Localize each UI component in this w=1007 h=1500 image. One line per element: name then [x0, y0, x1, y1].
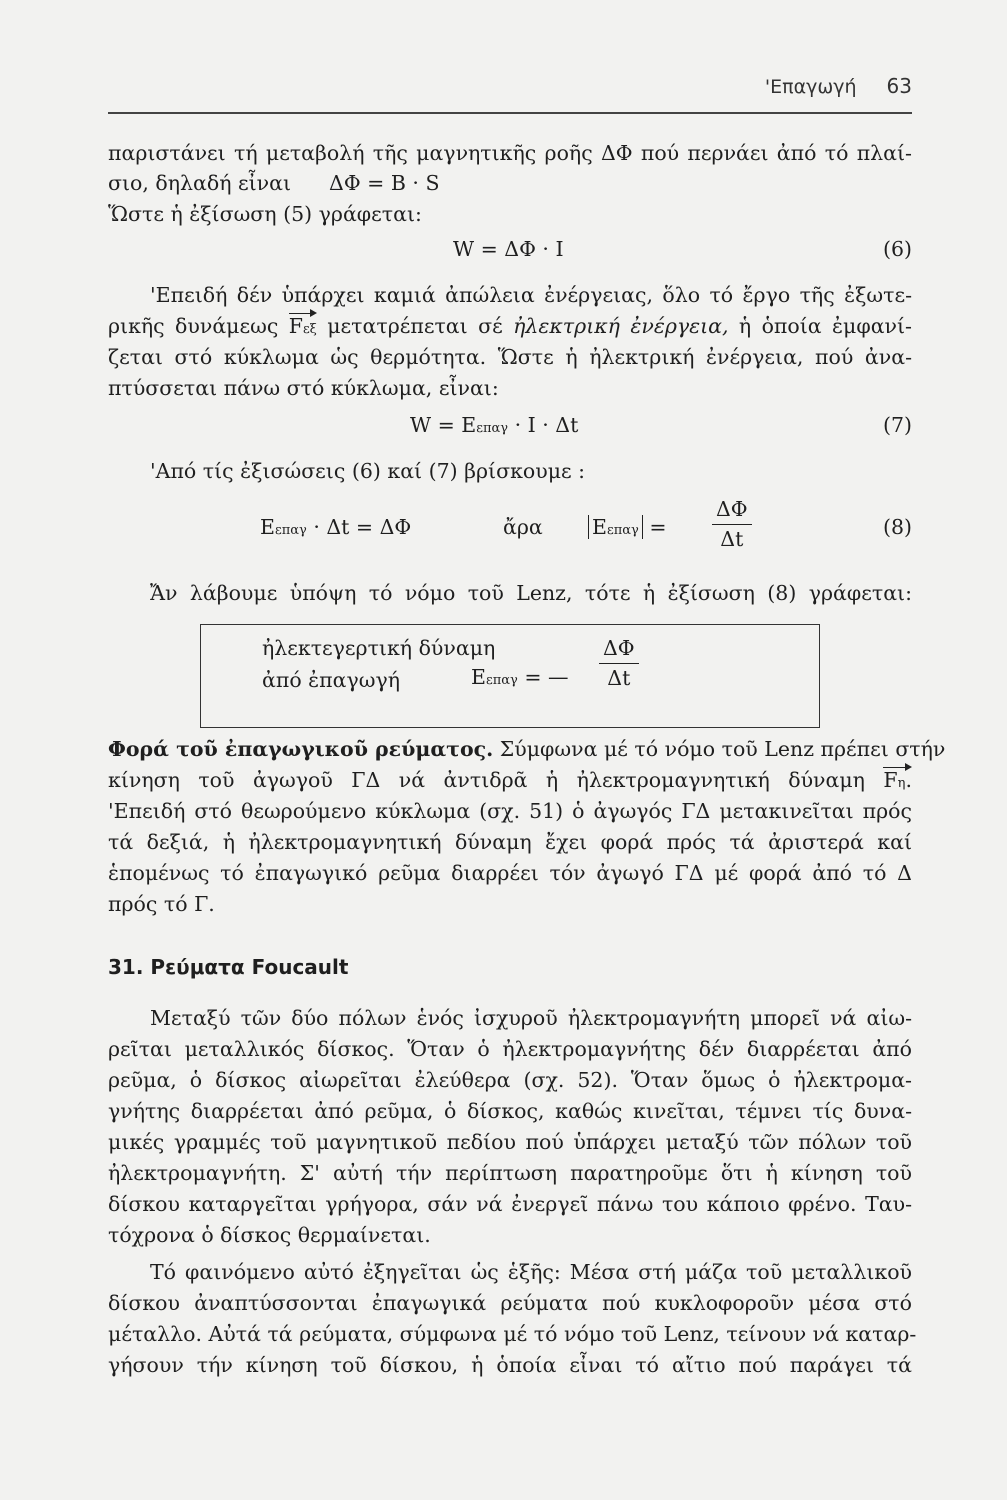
equation-number: (6) [882, 237, 912, 261]
text-line: ζεται στό κύκλωμα ὡς θερμότητα. Ὥστε ἡ ἠλεκτρική ἐνέργεια, πού ἀνα- [108, 345, 912, 369]
box-label: ἀπό ἐπαγωγή [262, 668, 400, 692]
text-line: τά δεξιά, ἡ ἠλεκτρομαγνητική δύναμη ἔχει φορά πρός τά ἀριστερά καί [108, 830, 912, 854]
text-line: Ἄν λάβουμε ὑπόψη τό νόμο τοῦ Lenz, τότε ἡ ἐξίσωση (8) γράφεται: [150, 581, 912, 605]
page-number: 63 [886, 74, 912, 98]
text-line: ρεῖται μεταλλικός δίσκος. Ὅταν ὁ ἠλεκτρομαγνήτης δέν διαρρέεται ἀπό [108, 1037, 912, 1061]
text-line: 'Επειδή στό θεωρούμενο κύκλωμα (σχ. 51) ὁ ἀγωγός ΓΔ μετακινεῖται πρός [108, 799, 912, 823]
fraction: $\frac{\Delta\Phi}{\Delta t}$ [712, 496, 752, 553]
text-line: μικές γραμμές τοῦ μαγνητικοῦ πεδίου πού ὑπάρχει μεταξύ τῶν πόλων τοῦ [108, 1130, 912, 1154]
text-line: γνήτης διαρρέεται ἀπό ρεῦμα, ὁ δίσκος, καθώς κινεῖται, τέμνει τίς δυνα- [108, 1099, 912, 1123]
book-page: 'Επαγωγή 63 παριστάνει τή μεταβολή τῆς μαγνητικῆς ροῆς ΔΦ πού περνάει ἀπό τό πλαί- σιο, δηλαδή εἶναι ΔΦ = B · S Ὥστε ἡ ἐξίσωση (5) γράφεται: W = ΔΦ · I (6) 'Επειδή δέν ὑπάρχει καμιά ἀπώλεια ἐνέργειας, ὅλο τό ἔργο τῆς ἐξωτε- ρικῆς δυνάμεως Fεξ μετατρέπεται σέ ἠλεκτρική ἐνέργεια, ἡ ὁποία ἐμφανί- ζεται στό κύκλωμα ὡς θερμότητα. Ὥστε ἡ ἠλεκτρική ἐνέργεια, πού ἀνα- πτύσσεται πάνω στό κύκλωμα, εἶναι: W = Eεπαγ · I · Δt (7) 'Από τίς ἐξισώσεις (6) καί (7) βρίσκουμε : Eεπαγ · Δt = ΔΦ ἄρα Eεπαγ = $\frac{\Delta\Phi}{\Delta t}$ (8) Ἄν λάβουμε ὑπόψη τό νόμο τοῦ Lenz, τότε ἡ ἐξίσωση (8) γράφεται: ἠλεκτεγερτική δύναμη ἀπό ἐπαγωγή Eεπαγ = — $\frac{\Delta\Phi}{\Delta t}$ Φορά τοῦ ἐπαγωγικοῦ ρεύματος. Σύμφωνα μέ τό νόμο τοῦ Lenz πρέπει στήν κίνηση τοῦ ἀγωγοῦ ΓΔ νά ἀντιδρᾶ ἡ ἠλεκτρομαγνητική δύναμη Fη. 'Επειδή στό θεωρούμενο κύκλωμα (σχ. 51) ὁ ἀγωγός ΓΔ μετακινεῖται πρός τά δεξιά, ἡ ἠλεκτρομαγνητική δύναμη ἔχει φορά πρός τά ἀριστερά καί ἑπομένως τό ἐπαγωγικό ρεῦμα διαρρέει τόν ἀγωγό ΓΔ μέ φορά ἀπό τό Δ πρός τό Γ. 31. Ρεύματα Foucault Μεταξύ τῶν δύο πόλων ἑνός ἰσχυροῦ ἠλεκτρομαγνήτη μπορεῖ νά αἰω- ρεῖται μεταλλικός δίσκος. Ὅταν ὁ ἠλεκτρομαγνήτης δέν διαρρέεται ἀπό ρεῦμα, ὁ δίσκος αἰωρεῖται ἐλεύθερα (σχ. 52). Ὅταν ὅμως ὁ ἠλεκτρομα- γνήτης διαρρέεται ἀπό ρεῦμα, ὁ δίσκος, καθώς κινεῖται, τέμνει τίς δυνα- μικές γραμμές τοῦ μαγνητικοῦ πεδίου πού ὑπάρχει μεταξύ τῶν πόλων τοῦ ἠλεκτρομαγνήτη. Σ' αὐτή τήν περίπτωση παρατηροῦμε ὅτι ἡ κίνηση τοῦ δίσκου καταργεῖται γρήγορα, σάν νά ἐνεργεῖ πάνω του κάποιο φρένο. Ταυ- τόχρονα ὁ δίσκος θερμαίνεται. Τό φαινόμενο αὐτό ἐξηγεῖται ὡς ἑξῆς: Μέσα στή μάζα τοῦ μεταλλικοῦ δίσκου ἀναπτύσσονται ἐπαγωγικά ρεύματα πού κυκλοφοροῦν μέσα στό μέταλλο. Αὐτά τά ρεύματα, σύμφωνα μέ τό νόμο τοῦ Lenz, τείνουν νά καταρ- γήσουν τήν κίνηση τοῦ δίσκου, ἡ ὁποία εἶναι τό αἴτιο πού παράγει τά [0, 0, 1007, 1500]
text-line: ἠλεκτρομαγνήτη. Σ' αὐτή τήν περίπτωση παρατηροῦμε ὅτι ἡ κίνηση τοῦ [108, 1161, 912, 1185]
text-line: Φορά τοῦ ἐπαγωγικοῦ ρεύματος. Σύμφωνα μέ τό νόμο τοῦ Lenz πρέπει στήν [108, 737, 946, 761]
boxed-formula: ἠλεκτεγερτική δύναμη ἀπό ἐπαγωγή Eεπαγ = — $\frac{\Delta\Phi}{\Delta t}$ [200, 624, 820, 728]
text-line: 'Από τίς ἐξισώσεις (6) καί (7) βρίσκουμε : [150, 459, 586, 483]
header-rule [108, 112, 912, 114]
section-heading: 31. Ρεύματα Foucault [108, 955, 349, 979]
text-line: 'Επειδή δέν ὑπάρχει καμιά ἀπώλεια ἐνέργειας, ὅλο τό ἔργο τῆς ἐξωτε- [150, 283, 912, 307]
text-line: πτύσσεται πάνω στό κύκλωμα, εἶναι: [108, 376, 499, 400]
force-vector-symbol: Fεξ [289, 311, 317, 345]
box-label: ἠλεκτεγερτική δύναμη [262, 636, 496, 660]
text-line: σιο, δηλαδή εἶναι ΔΦ = B · S [108, 171, 440, 195]
text-line: μέταλλο. Αὐτά τά ρεύματα, σύμφωνα μέ τό νόμο τοῦ Lenz, τείνουν νά καταρ- [108, 1322, 917, 1346]
text-line: κίνηση τοῦ ἀγωγοῦ ΓΔ νά ἀντιδρᾶ ἡ ἠλεκτρομαγνητική δύναμη Fη. [108, 765, 912, 799]
text-line: γήσουν τήν κίνηση τοῦ δίσκου, ἡ ὁποία εἶναι τό αἴτιο πού παράγει τά [108, 1353, 912, 1377]
text-line: παριστάνει τή μεταβολή τῆς μαγνητικῆς ροῆς ΔΦ πού περνάει ἀπό τό πλαί- [108, 141, 912, 165]
text-line: Μεταξύ τῶν δύο πόλων ἑνός ἰσχυροῦ ἠλεκτρομαγνήτη μπορεῖ νά αἰω- [150, 1006, 912, 1030]
text-line: πρός τό Γ. [108, 892, 215, 916]
text-line: ρικῆς δυνάμεως Fεξ μετατρέπεται σέ ἠλεκτρική ἐνέργεια, ἡ ὁποία ἐμφανί- [108, 311, 912, 345]
text-line: δίσκου καταργεῖται γρήγορα, σάν νά ἐνεργεῖ πάνω του κάποιο φρένο. Ταυ- [108, 1192, 912, 1216]
paragraph-heading: Φορά τοῦ ἐπαγωγικοῦ ρεύματος. [108, 737, 494, 761]
text-line: δίσκου ἀναπτύσσονται ἐπαγωγικά ρεύματα πού κυκλοφοροῦν μέσα στό [108, 1291, 912, 1315]
chapter-title: 'Επαγωγή [764, 76, 857, 98]
text-line: Ὥστε ἡ ἐξίσωση (5) γράφεται: [108, 202, 422, 226]
equation-inline: ΔΦ = B · S [329, 171, 440, 195]
text-line: Τό φαινόμενο αὐτό ἐξηγεῖται ὡς ἑξῆς: Μέσα στή μάζα τοῦ μεταλλικοῦ [150, 1260, 912, 1284]
running-header [108, 74, 912, 102]
equation-number: (8) [882, 515, 912, 539]
fraction: $\frac{\Delta\Phi}{\Delta t}$ [599, 635, 639, 692]
text-line: τόχρονα ὁ δίσκος θερμαίνεται. [108, 1223, 431, 1247]
text-line: ρεῦμα, ὁ δίσκος αἰωρεῖται ἐλεύθερα (σχ. 52). Ὅταν ὅμως ὁ ἠλεκτρομα- [108, 1068, 912, 1092]
equation-8: Eεπαγ · Δt = ΔΦ ἄρα Eεπαγ = $\frac{\Delta\Phi}{\Delta t}$ (8) [260, 497, 912, 551]
equation-number: (7) [882, 413, 912, 437]
force-vector-symbol: Fη. [883, 765, 912, 799]
text-line: ἑπομένως τό ἐπαγωγικό ρεῦμα διαρρέει τόν ἀγωγό ΓΔ μέ φορά ἀπό τό Δ [108, 861, 912, 885]
